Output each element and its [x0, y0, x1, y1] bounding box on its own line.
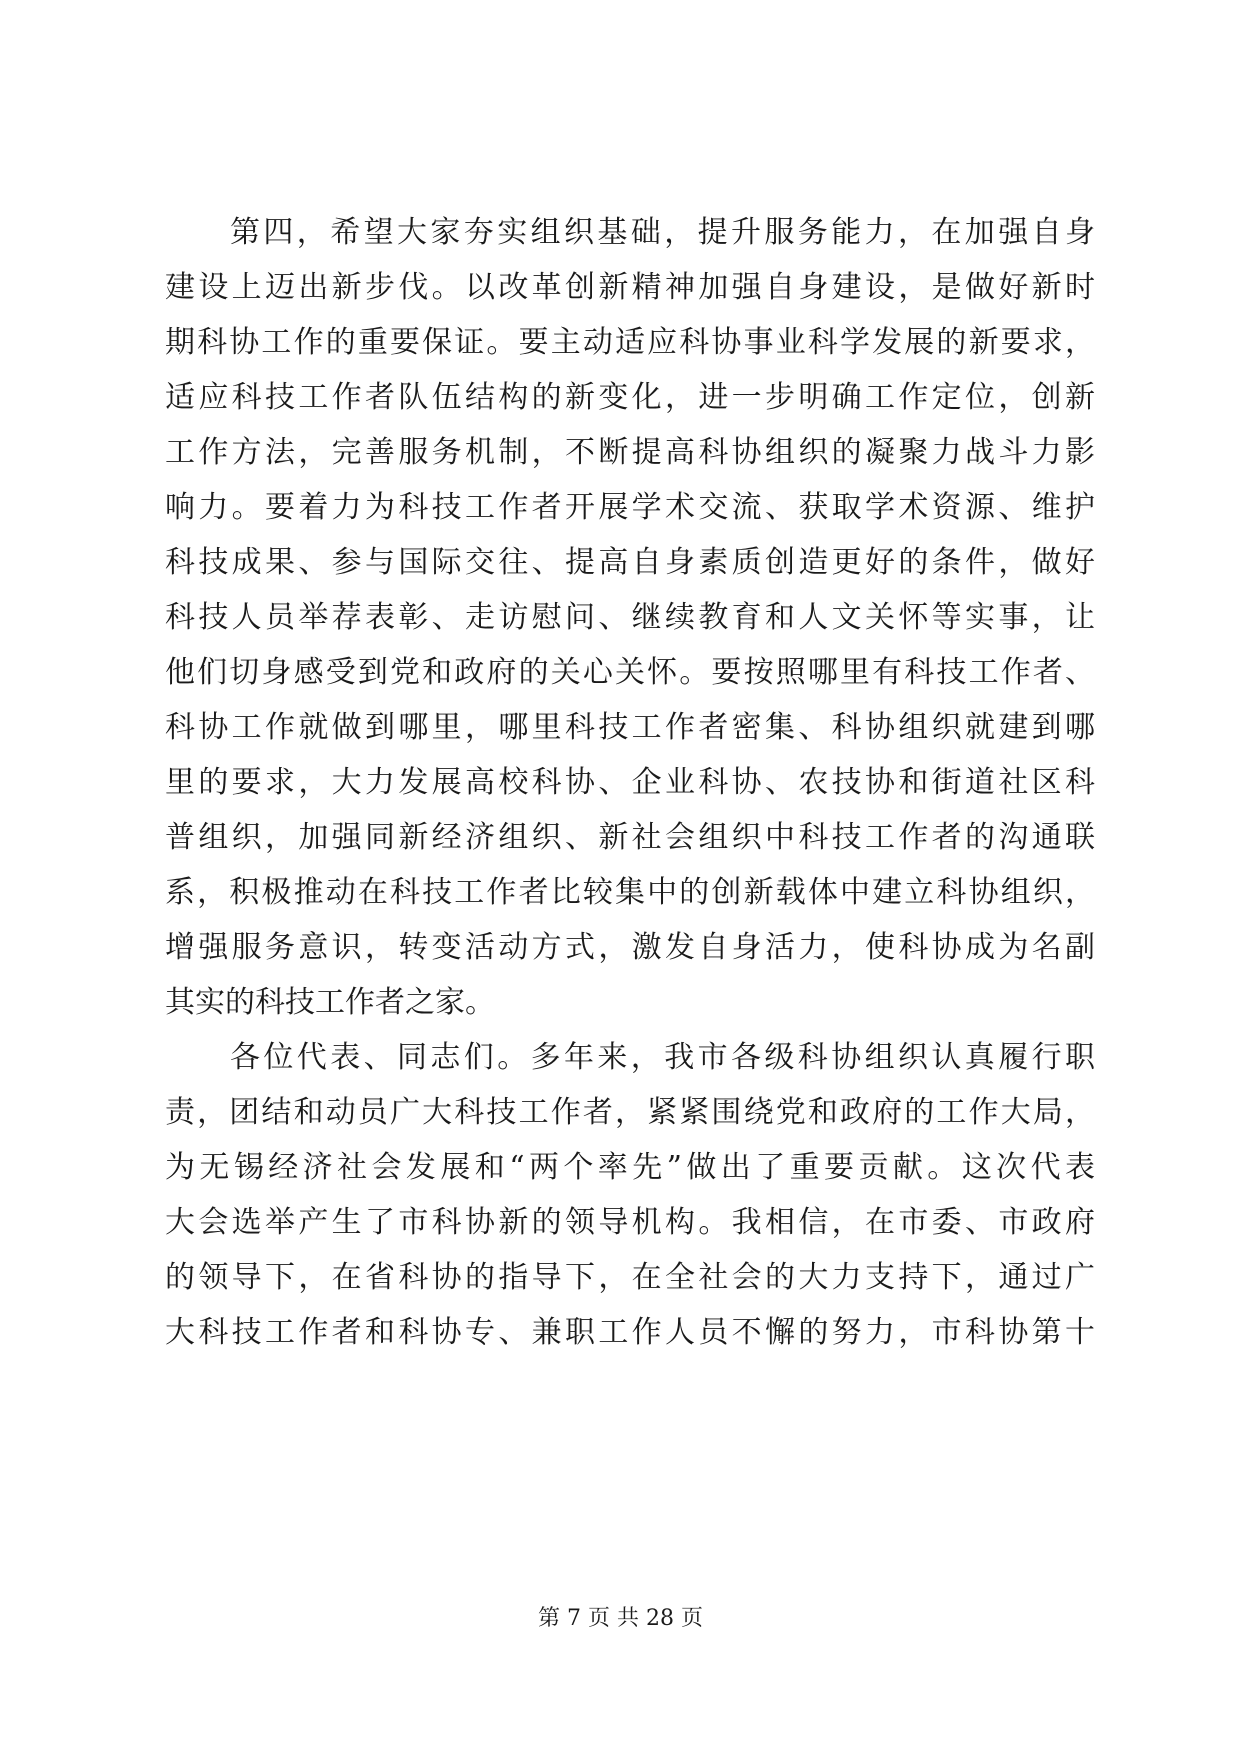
- paragraph-line: 其实的科技工作者之家。: [165, 985, 495, 1020]
- paragraph-line: 第四，希望大家夯实组织基础，提升服务能力，在加强自身: [230, 215, 1095, 250]
- paragraph-line: 适应科技工作者队伍结构的新变化，进一步明确工作定位，创新: [165, 380, 1095, 415]
- paragraph-line: 系，积极推动在科技工作者比较集中的创新载体中建立科协组织，: [165, 875, 1095, 910]
- paragraph-line: 大会选举产生了市科协新的领导机构。我相信，在市委、市政府: [165, 1205, 1095, 1240]
- paragraph-line: 他们切身感受到党和政府的关心关怀。要按照哪里有科技工作者、: [165, 655, 1095, 690]
- paragraph-line: 科技人员举荐表彰、走访慰问、继续教育和人文关怀等实事，让: [165, 600, 1095, 635]
- paragraph-line: 响力。要着力为科技工作者开展学术交流、获取学术资源、维护: [165, 490, 1095, 525]
- paragraph-line: 的领导下，在省科协的指导下，在全社会的大力支持下，通过广: [165, 1260, 1095, 1295]
- paragraph-line: 期科协工作的重要保证。要主动适应科协事业科学发展的新要求，: [165, 325, 1095, 360]
- page-number-footer: 第 7 页 共 28 页: [538, 1606, 703, 1631]
- paragraph-line: 大科技工作者和科协专、兼职工作人员不懈的努力，市科协第十: [165, 1315, 1095, 1350]
- paragraph-line: 增强服务意识，转变活动方式，激发自身活力，使科协成为名副: [165, 930, 1095, 965]
- paragraph-line: 工作方法，完善服务机制，不断提高科协组织的凝聚力战斗力影: [165, 435, 1095, 470]
- paragraph-line: 为无锡经济社会发展和“两个率先”做出了重要贡献。这次代表: [165, 1150, 1095, 1185]
- paragraph-line: 科技成果、参与国际交往、提高自身素质创造更好的条件，做好: [165, 545, 1095, 580]
- paragraph-line: 责，团结和动员广大科技工作者，紧紧围绕党和政府的工作大局，: [165, 1095, 1095, 1130]
- paragraph-line: 里的要求，大力发展高校科协、企业科协、农技协和街道社区科: [165, 765, 1095, 800]
- paragraph-line: 普组织，加强同新经济组织、新社会组织中科技工作者的沟通联: [165, 820, 1095, 855]
- paragraph-line: 科协工作就做到哪里，哪里科技工作者密集、科协组织就建到哪: [165, 710, 1095, 745]
- paragraph-line: 各位代表、同志们。多年来，我市各级科协组织认真履行职: [230, 1040, 1095, 1075]
- paragraph-line: 建设上迈出新步伐。以改革创新精神加强自身建设，是做好新时: [165, 270, 1095, 305]
